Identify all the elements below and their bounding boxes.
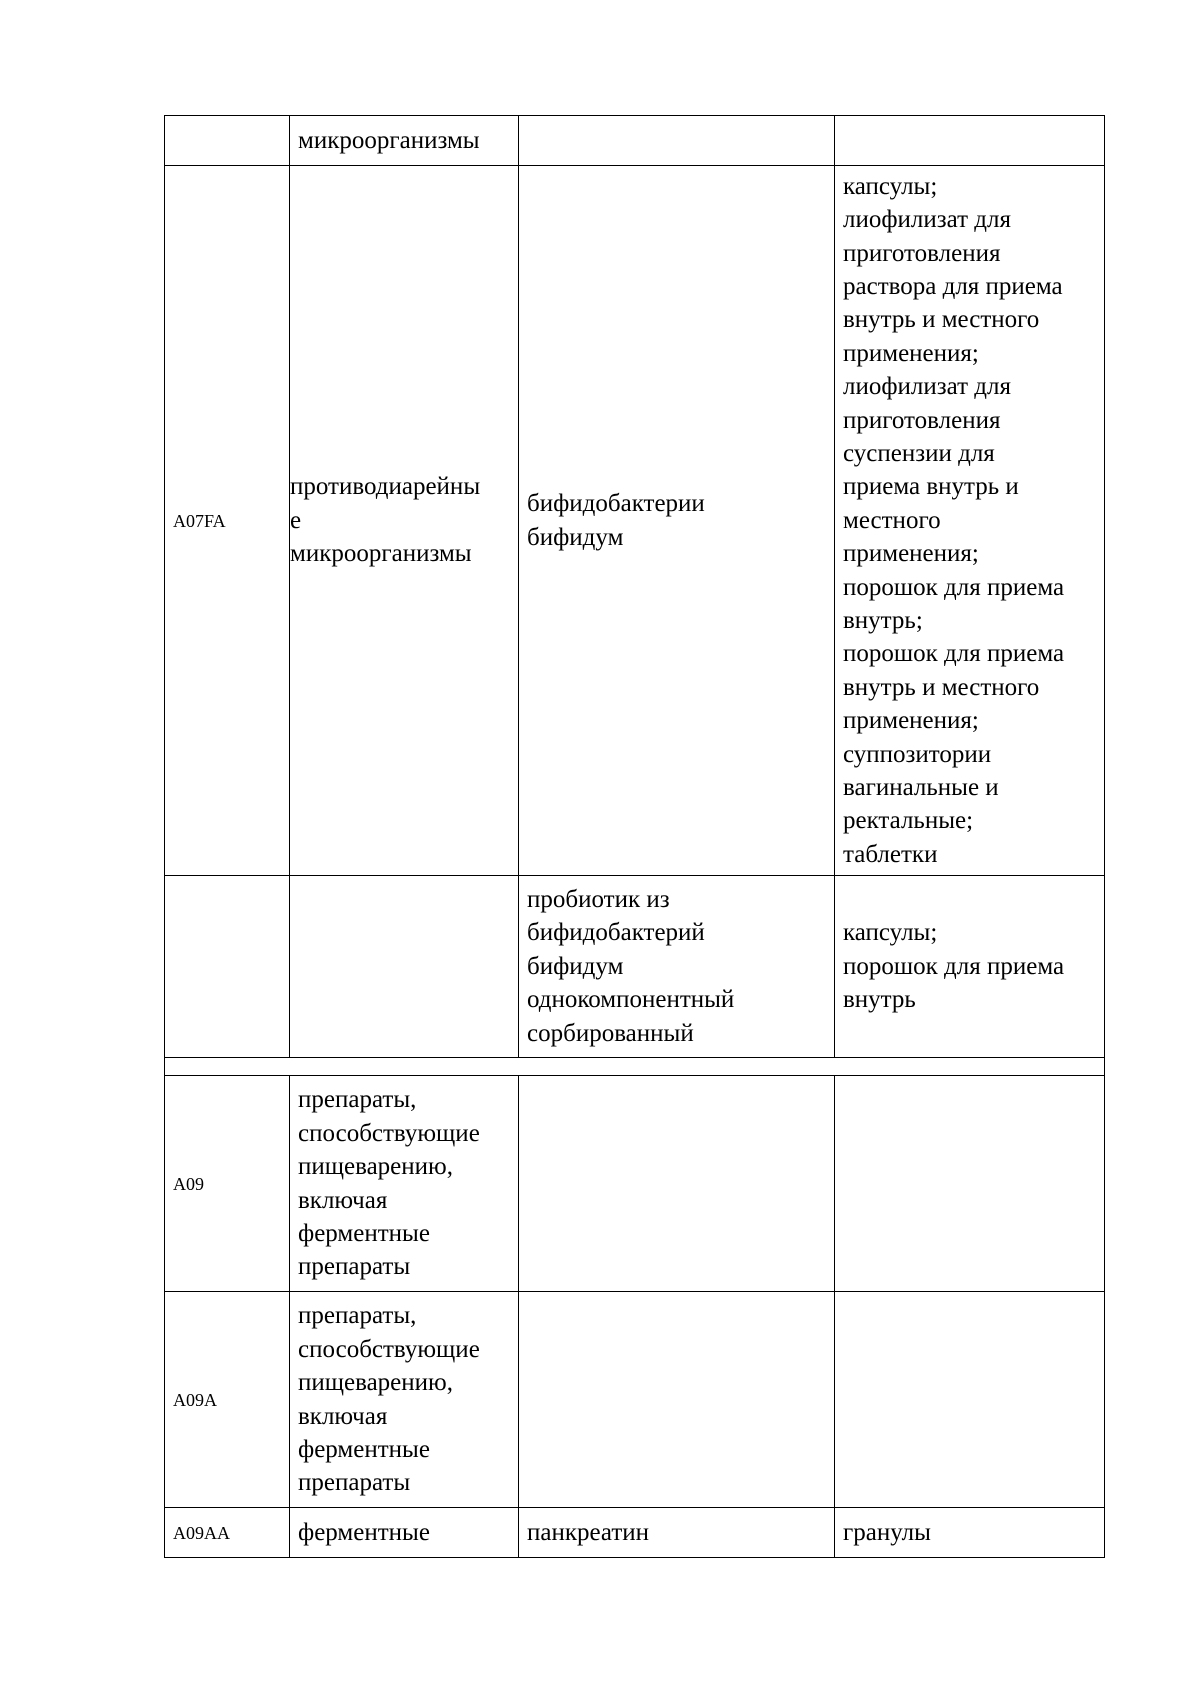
group-name-cell: ферментные: [290, 1508, 519, 1558]
group-name-cell: противодиарейны е микроорганизмы: [290, 166, 519, 876]
dosage-forms-cell: капсулы; порошок для приема внутрь: [835, 876, 1105, 1058]
separator-cell: [165, 1058, 1105, 1076]
table-row: [165, 116, 1105, 166]
table-separator-row: [165, 1058, 1105, 1076]
group-name-cell: микроорганизмы: [290, 116, 519, 166]
dosage-forms-cell: [835, 1076, 1105, 1292]
atc-code-cell: A07FA: [165, 166, 290, 876]
substance-cell: [519, 116, 835, 166]
atc-code-cell: A09A: [165, 1292, 290, 1508]
substance-cell: [519, 1076, 835, 1292]
substance-cell: пробиотик из бифидобактерий бифидум однокомпонентный сорбированный: [519, 876, 835, 1058]
atc-code-cell: A09: [165, 1076, 290, 1292]
dosage-forms-cell: [835, 1292, 1105, 1508]
table-row: [165, 1508, 1105, 1558]
substance-cell: панкреатин: [519, 1508, 835, 1558]
dosage-forms-cell: гранулы: [835, 1508, 1105, 1558]
dosage-forms-cell: капсулы; лиофилизат для приготовления раствора для приема внутрь и местного применения; лиофилизат для приготовления суспензии для приема внутрь и местного применения; порошок для приема внутрь; порошок для приема внутрь и местного применения; суппозитории вагинальные и ректальные; таблетки: [835, 166, 1105, 876]
group-name-cell: препараты, способствующие пищеварению, включая ферментные препараты: [290, 1076, 519, 1292]
atc-code-cell: [165, 116, 290, 166]
atc-code-cell: A09AA: [165, 1508, 290, 1558]
table-row: [165, 1076, 1105, 1292]
substance-cell: бифидобактерии бифидум: [519, 166, 835, 876]
table-row: [165, 876, 1105, 1058]
table-row: [165, 166, 1105, 876]
group-name-cell: препараты, способствующие пищеварению, включая ферментные препараты: [290, 1292, 519, 1508]
atc-code-cell: [165, 876, 290, 1058]
substance-cell: [519, 1292, 835, 1508]
drug-list-table: [164, 115, 1105, 1558]
group-name-cell: [290, 876, 519, 1058]
dosage-forms-cell: [835, 116, 1105, 166]
table-row: [165, 1292, 1105, 1508]
